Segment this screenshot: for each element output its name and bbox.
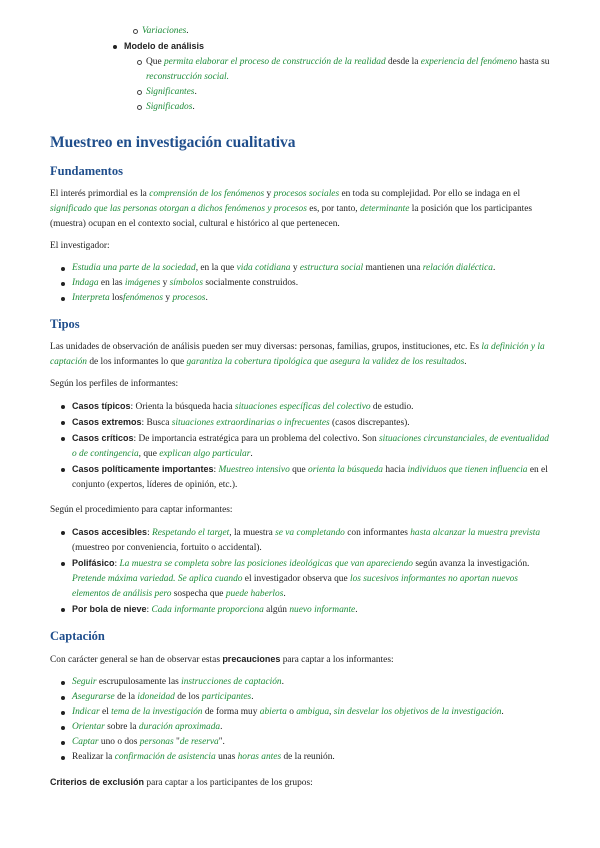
captacion-paragraph: Con carácter general se han de observar estas precauciones para captar a los informantes: bbox=[50, 654, 394, 665]
fundamentos-paragraph: El interés primordial es la comprensión de los fenómenos y procesos sociales en toda su complejidad. Por ello se indaga en el significado que las personas otorgan a dichos fenómenos y procesos es, por tanto, determinante la posición que los participantes (muestra) ocupan en el contexto social, cultural e histórico al que pertenecen. bbox=[50, 189, 533, 229]
list-item: Casos extremos: Busca situaciones extraordinarias o infrecuentes (casos discrepantes). bbox=[70, 415, 552, 431]
investigador-label: El investigador: bbox=[50, 241, 110, 251]
list-item: Indicar el tema de la investigación de forma muy abierta o ambigua, sin desvelar los objetivos de la investigación. bbox=[70, 705, 552, 720]
list-item: Asegurarse de la idoneidad de los participantes. bbox=[70, 690, 552, 705]
tipos-paragraph: Las unidades de observación de análisis pueden ser muy diversas: personas, familias, grupos, instituciones, etc. Es la definición y la captación de los informantes lo que garantiza la cobertura tipológica que asegura la validez de los resultados. bbox=[50, 342, 545, 367]
heading-tipos: Tipos bbox=[50, 317, 80, 331]
list-item: Seguir escrupulosamente las instrucciones de captación. bbox=[70, 675, 552, 690]
investigador-list bbox=[50, 261, 552, 306]
list-item: Casos críticos: De importancia estratégica para un problema del colectivo. Son situaciones circunstanciales, de eventualidad o de contingencia, que explican algo particular. bbox=[70, 431, 552, 462]
list-item: Significados. bbox=[146, 100, 552, 115]
procedimiento-label: Según el procedimiento para captar informantes: bbox=[50, 505, 233, 515]
list-item: Casos típicos: Orienta la búsqueda hacia situaciones específicas del colectivo de estudio. bbox=[70, 399, 552, 415]
list-item bbox=[122, 39, 552, 115]
perfiles-label: Según los perfiles de informantes: bbox=[50, 379, 179, 389]
list-item: Que permita elaborar el proceso de construcción de la realidad desde la experiencia del fenómeno hasta su reconstrucción social. bbox=[146, 55, 552, 85]
criterios-paragraph: Criterios de exclusión para captar a los participantes de los grupos: bbox=[50, 777, 313, 788]
heading-captacion: Captación bbox=[50, 629, 105, 643]
list-item: Variaciones. bbox=[142, 24, 552, 39]
section-title: Muestreo en investigación cualitativa bbox=[50, 134, 296, 151]
modelo-title: Modelo de análisis bbox=[124, 41, 205, 51]
procedimiento-list bbox=[50, 525, 552, 618]
list-item: Por bola de nieve: Cada informante proporciona algún nuevo informante. bbox=[70, 602, 552, 618]
list-item: Casos accesibles: Respetando el target, la muestra se va completando con informantes hasta alcanzar la muestra prevista (muestreo por conveniencia, fortuito o accidental). bbox=[70, 525, 552, 556]
list-item: Realizar la confirmación de asistencia unas horas antes de la reunión. bbox=[70, 750, 552, 765]
list-item: Polifásico: La muestra se completa sobre las posiciones ideológicas que van apareciendo según avanza la investigación. Pretende máxima variedad. Se aplica cuando el investigador observa que los sucesivos informantes no aportan nuevos elementos de análisis pero sospecha que puede haberlos. bbox=[70, 556, 552, 602]
list-item: Orientar sobre la duración aproximada. bbox=[70, 720, 552, 735]
perfiles-list bbox=[50, 399, 552, 493]
precauciones-list bbox=[50, 675, 552, 765]
continued-sublist bbox=[50, 24, 552, 39]
list-item: Significantes. bbox=[146, 85, 552, 100]
heading-fundamentos: Fundamentos bbox=[50, 164, 123, 178]
list-item: Captar uno o dos personas "de reserva". bbox=[70, 735, 552, 750]
list-item: Estudia una parte de la sociedad, en la que vida cotidiana y estructura social mantienen una relación dialéctica. bbox=[70, 261, 552, 276]
list-item: Indaga en las imágenes y símbolos socialmente construidos. bbox=[70, 276, 552, 291]
list-item: Interpreta losfenómenos y procesos. bbox=[70, 291, 552, 306]
modelo-list bbox=[50, 39, 552, 115]
list-item: Casos políticamente importantes: Muestreo intensivo que orienta la búsqueda hacia individuos que tienen influencia en el conjunto (expertos, líderes de opinión, etc.). bbox=[70, 462, 552, 493]
